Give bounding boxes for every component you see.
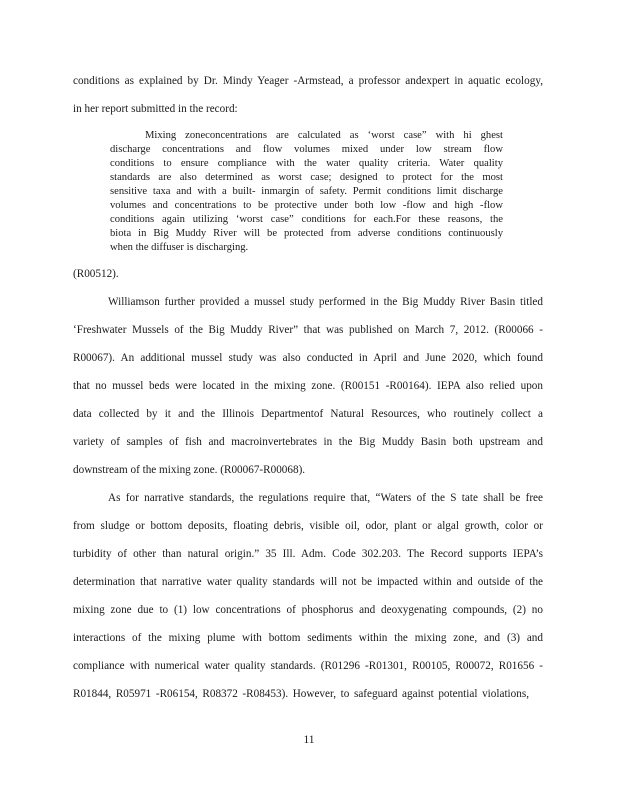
text-line: variety of samples of fish and macroinvertebrates in the Big Muddy Basin both upstream and (73, 436, 543, 448)
quote-line: conditions to ensure compliance with the water quality criteria. Water quality (110, 158, 503, 169)
quote-line: discharge concentrations and flow volumes mixed under low stream flow (110, 144, 503, 155)
quote-line: volumes and concentrations to be protective under both low -flow and high -flow (110, 200, 503, 211)
text-line: As for narrative standards, the regulations require that, “Waters of the S tate shall be free (108, 492, 543, 504)
text-line: interactions of the mixing plume with bottom sediments within the mixing zone, and (3) and (73, 632, 543, 644)
text-line: Williamson further provided a mussel study performed in the Big Muddy River Basin titled (108, 296, 543, 308)
text-line: determination that narrative water quality standards will not be impacted within and outside of the (73, 576, 543, 588)
text-line: downstream of the mixing zone. (R00067-R00068). (73, 464, 306, 476)
quote-line: sensitive taxa and with a built- inmargin of safety. Permit conditions limit discharge (110, 186, 503, 197)
text-line: R00067). An additional mussel study was also conducted in April and June 2020, which found (73, 352, 543, 364)
text-line: data collected by it and the Illinois Departmentof Natural Resources, who routinely collect a (73, 408, 543, 420)
text-line: ‘Freshwater Mussels of the Big Muddy River” that was published on March 7, 2012. (R00066 - (73, 324, 543, 336)
text-line: compliance with numerical water quality standards. (R01296 -R01301, R00105, R00072, R01656 - (73, 660, 543, 672)
text-line: from sludge or bottom deposits, floating debris, visible oil, odor, plant or algal growth, color or (73, 520, 543, 532)
text-line: R01844, R05971 -R06154, R08372 -R08453). However, to safeguard against potential violations, (73, 688, 529, 700)
text-line: conditions as explained by Dr. Mindy Yeager -Armstead, a professor andexpert in aquatic ecology, (73, 75, 543, 87)
quote-line: conditions again utilizing ‘worst case” conditions for each.For these reasons, the (110, 214, 503, 225)
text-line: in her report submitted in the record: (73, 103, 238, 115)
quote-line: standards are also determined as worst case; designed to protect for the most (110, 172, 503, 183)
text-line: turbidity of other than natural origin.” 35 Ill. Adm. Code 302.203. The Record supports IEPA’s (73, 548, 543, 560)
text-line: mixing zone due to (1) low concentrations of phosphorus and deoxygenating compounds, (2) no (73, 604, 543, 616)
quote-line: Mixing zoneconcentrations are calculated as ‘worst case” with hi ghest (145, 130, 503, 141)
citation: (R00512). (73, 268, 119, 280)
page-number: 11 (303, 734, 315, 746)
quote-line: when the diffuser is discharging. (110, 242, 249, 253)
quote-line: biota in Big Muddy River will be protected from adverse conditions continuously (110, 228, 503, 239)
text-line: that no mussel beds were located in the mixing zone. (R00151 -R00164). IEPA also relied upon (73, 380, 543, 392)
